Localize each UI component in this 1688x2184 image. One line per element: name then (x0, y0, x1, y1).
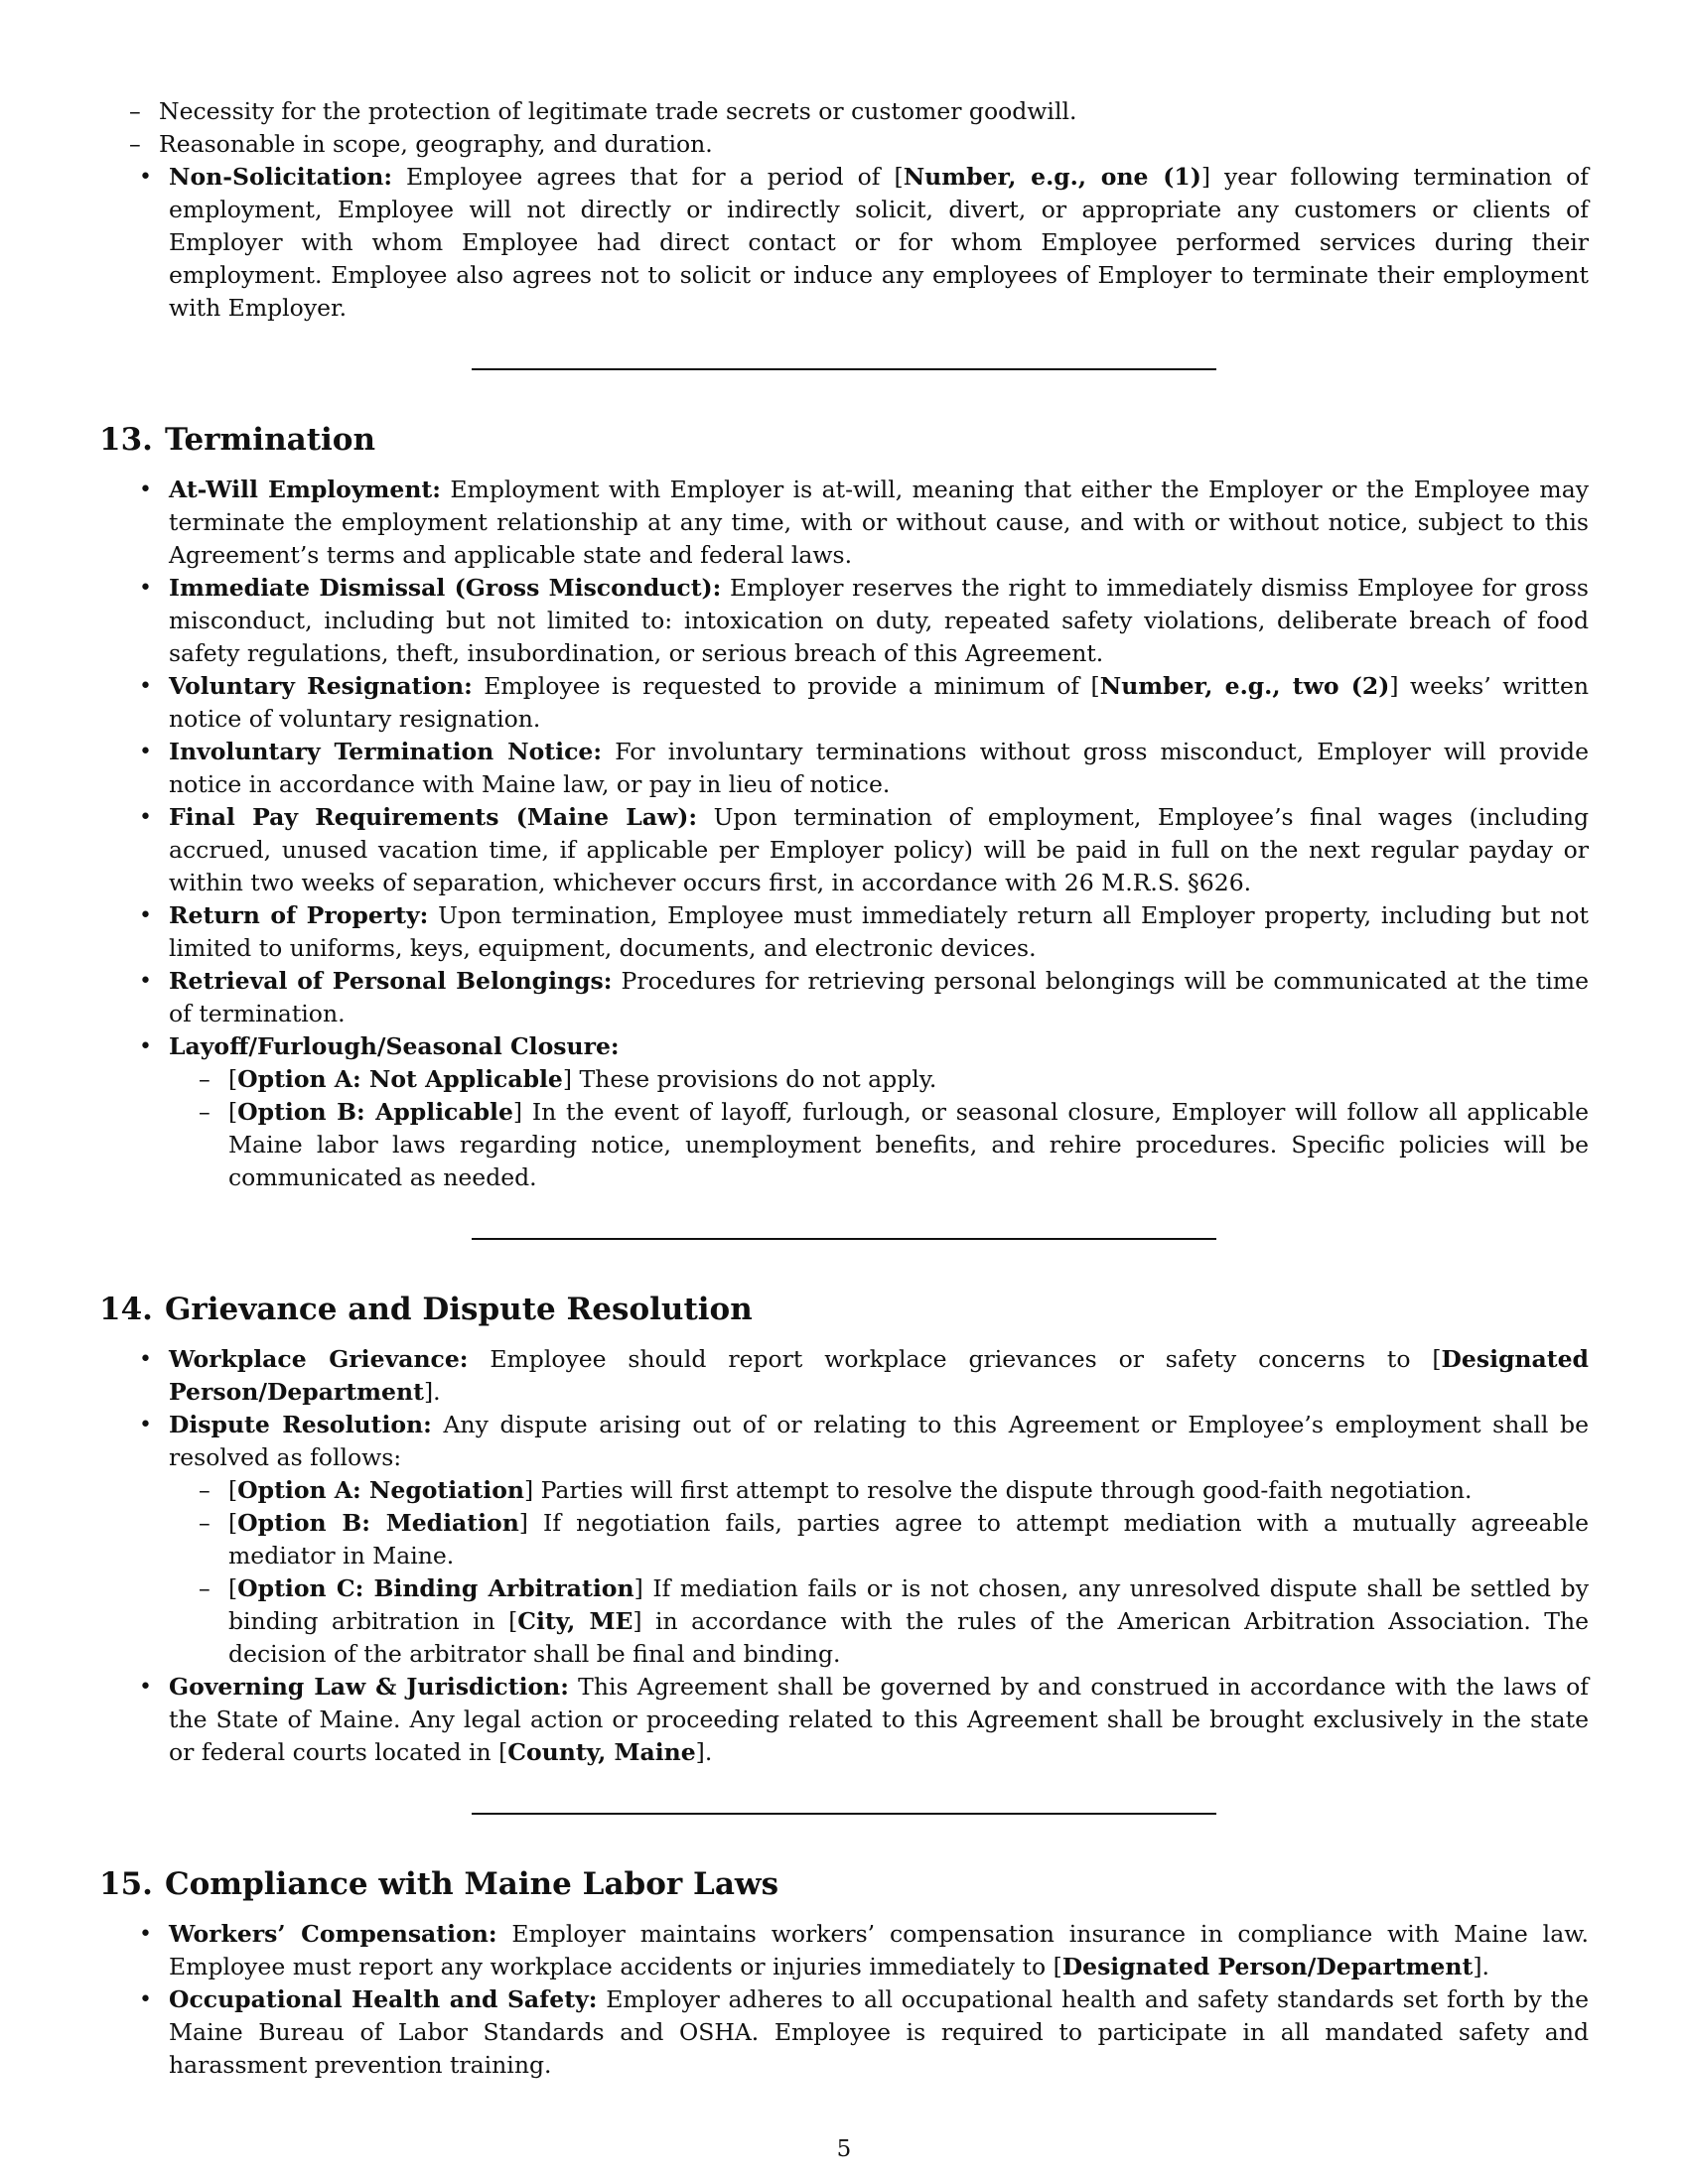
layoff-clause (139, 1030, 1589, 1194)
clause-label: Occupational Health and Safety: (169, 1985, 598, 2013)
list-item-text: Reasonable in scope, geography, and duration. (159, 130, 713, 158)
bullet-marker: • (139, 1347, 152, 1372)
final-pay-clause: • Final Pay Requirements (Maine Law): Upon termination of employment, Employee’s final wages (including accrued, unused vacation time, if applicable per Employer policy) will be paid in full on the next regular payday or within two weeks of separation, whichever occurs first, in accordance with 26 M.R.S. §626. (139, 803, 1590, 896)
option-item: – [Option C: Binding Arbitration] If mediation fails or is not chosen, any unresolved dispute shall be settled by binding arbitration in [City, ME] in accordance with the rules of the American Arbitration Association. The decision of the arbitrator shall be final and binding. (199, 1574, 1589, 1668)
section-15-heading (99, 1864, 1589, 1904)
clause-label: Final Pay Requirements (Maine Law): (169, 803, 698, 831)
bullet-marker: • (139, 969, 152, 994)
section-divider (472, 1813, 1216, 1815)
section-title: Termination (164, 422, 376, 458)
dash-marker: – (199, 1574, 211, 1602)
workplace-grievance-clause: • Workplace Grievance: Employee should report workplace grievances or safety concerns to [Designated Person/Department]. (139, 1345, 1589, 1406)
section-divider (472, 1238, 1216, 1240)
dash-marker: – (199, 1065, 211, 1093)
option-label: Option B: Mediation (237, 1509, 519, 1537)
placeholder-field: County, Maine (507, 1738, 696, 1766)
immediate-dismissal-clause: • Immediate Dismissal (Gross Misconduct): Employer reserves the right to immediately dismiss Employee for gross misconduct, including but not limited to: intoxication on duty, repeated safety violations, deliberate breach of food safety regulations, theft, insubordination, or serious breach of this Agreement. (139, 574, 1589, 667)
clause-label: Non-Solicitation: (169, 163, 393, 191)
clause-label: Workers’ Compensation: (169, 1920, 497, 1948)
dash-marker: – (199, 1098, 211, 1126)
dash-marker: – (129, 130, 141, 158)
clause-label: Layoff/Furlough/Seasonal Closure: (169, 1032, 620, 1060)
page-content (99, 95, 1589, 2082)
at-will-clause: • At-Will Employment: Employment with Employer is at-will, meaning that either the Employer or the Employee may terminate the employment relationship at any time, with or without cause, and with or without notice, subject to this Agreement’s terms and applicable state and federal laws. (139, 476, 1590, 569)
bullet-marker: • (139, 903, 152, 928)
non-solicitation-clause: • Non-Solicitation: Employee agrees that for a period of [Number, e.g., one (1)] year following termination of employment, Employee will not directly or indirectly solicit, divert, or appropriate any customers or clients of Employer with whom Employee had direct contact or for whom Employee performed services during their employment. Employee also agrees not to solicit or induce any employees of Employer to terminate their employment with Employer. (139, 163, 1589, 322)
option-item: – [Option A: Negotiation] Parties will first attempt to resolve the dispute through good-faith negotiation. (228, 1474, 1589, 1507)
dash-marker: – (129, 97, 141, 125)
clause-label: Workplace Grievance: (169, 1345, 469, 1373)
list-item (129, 128, 1589, 161)
layoff-options-list (169, 1063, 1589, 1194)
bullet-marker: • (139, 1675, 152, 1700)
section-number: 13. (99, 422, 153, 458)
clause-label: At-Will Employment: (169, 476, 441, 503)
option-label: Option B: Applicable (237, 1098, 513, 1126)
option-item: – [Option B: Mediation] If negotiation fails, parties agree to attempt mediation with a mutually agreeable mediator in Maine. (199, 1509, 1590, 1570)
bullet-marker: • (139, 740, 152, 764)
option-item: – [Option B: Applicable] In the event of layoff, furlough, or seasonal closure, Employer will follow all applicable Maine labor laws regarding notice, unemployment benefits, and rehire procedures. Specific policies will be communicated as needed. (199, 1098, 1589, 1191)
return-of-property-clause: • Return of Property: Upon termination, Employee must immediately return all Employer property, including but not limited to uniforms, keys, equipment, documents, and electronic devices. (139, 901, 1589, 962)
section-15-list (99, 1918, 1589, 2082)
bullet-marker: • (139, 1987, 152, 2012)
dash-marker: – (199, 1509, 211, 1537)
voluntary-resignation-clause: • Voluntary Resignation: Employee is requested to provide a minimum of [Number, e.g., two (2)] weeks’ written notice of voluntary resignation. (139, 672, 1589, 733)
clause-label: Voluntary Resignation: (169, 672, 473, 700)
involuntary-termination-clause: • Involuntary Termination Notice: For involuntary terminations without gross misconduct, Employer will provide notice in accordance with Maine law, or pay in lieu of notice. (139, 738, 1589, 798)
section-number: 14. (99, 1292, 153, 1327)
personal-belongings-clause: • Retrieval of Personal Belongings: Procedures for retrieving personal belongings will be communicated at the time of termination. (139, 967, 1589, 1027)
section-number: 15. (99, 1866, 153, 1902)
clause-label: Return of Property: (169, 901, 429, 929)
bullet-marker: • (139, 165, 152, 190)
option-label: Option A: Not Applicable (237, 1065, 563, 1093)
bullet-marker: • (139, 805, 152, 830)
list-item (129, 95, 1589, 128)
clause-label: Involuntary Termination Notice: (169, 738, 603, 765)
clause-label: Retrieval of Personal Belongings: (169, 967, 613, 995)
section-14-heading (99, 1290, 1589, 1329)
option-label: Option A: Negotiation (237, 1476, 524, 1504)
list-item-text: Necessity for the protection of legitimate trade secrets or customer goodwill. (159, 97, 1077, 125)
section-13-heading (99, 420, 1589, 460)
bullet-marker: • (139, 1034, 152, 1059)
placeholder-field: City, ME (517, 1607, 633, 1635)
placeholder-field: Number, e.g., one (1) (903, 163, 1201, 191)
bullet-marker: • (139, 576, 152, 601)
placeholder-field: Designated Person/Department (1061, 1953, 1474, 1980)
page-number: 5 (836, 2136, 852, 2162)
section-title: Grievance and Dispute Resolution (164, 1292, 753, 1327)
placeholder-field: Number, e.g., two (2) (1099, 672, 1390, 700)
bullet-marker: • (139, 674, 152, 699)
section-divider (472, 368, 1216, 370)
clause-label: Governing Law & Jurisdiction: (169, 1673, 569, 1701)
restriction-criteria-list (99, 95, 1589, 161)
section-title: Compliance with Maine Labor Laws (164, 1866, 779, 1902)
section-13-list (99, 474, 1589, 1194)
clause-label: Dispute Resolution: (169, 1411, 432, 1438)
section-14-list (99, 1343, 1589, 1769)
workers-compensation-clause: • Workers’ Compensation: Employer maintains workers’ compensation insurance in compliance with Maine law. Employee must report any workplace accidents or injuries immediately to [Designated Person/Department]. (139, 1920, 1589, 1980)
option-label: Option C: Binding Arbitration (237, 1574, 634, 1602)
bullet-marker: • (139, 1413, 152, 1437)
option-item: – [Option A: Not Applicable] These provisions do not apply. (228, 1063, 1589, 1096)
governing-law-clause: • Governing Law & Jurisdiction: This Agreement shall be governed by and construed in accordance with the laws of the State of Maine. Any legal action or proceeding related to this Agreement shall be brought exclusively in the state or federal courts located in [County, Maine]. (139, 1673, 1589, 1766)
section-12-continued-list (99, 161, 1589, 325)
bullet-marker: • (139, 1922, 152, 1947)
dispute-resolution-clause: • Dispute Resolution: Any dispute arising out of or relating to this Agreement or Employee’s employment shall be resolved as follows: – [Option A: Negotiation] Parties will first attempt to resolve the dispute through good-faith negotiation. – [Option B: Mediation] If negotiation fails, parties agree to attempt mediation with a mutually agreeable mediator in Maine. – [Option C: Binding Arbitration] If mediation fails or is not chosen, any unresolved dispute shall be settled by binding arbitration in [City, ME] in accordance with the rules of the American Arbitration Association. The decision of the arbitrator shall be final and binding. (169, 1409, 1589, 1671)
clause-label: Immediate Dismissal (Gross Misconduct): (169, 574, 722, 602)
dispute-options-list (169, 1474, 1589, 1671)
health-and-safety-clause: • Occupational Health and Safety: Employer adheres to all occupational health and safety standards set forth by the Maine Bureau of Labor Standards and OSHA. Employee is required to participate in all mandated safety and harassment prevention training. (139, 1985, 1589, 2079)
placeholder-field: Designated Person/Department (169, 1345, 1589, 1406)
dash-marker: – (199, 1476, 211, 1504)
bullet-marker: • (139, 478, 152, 502)
